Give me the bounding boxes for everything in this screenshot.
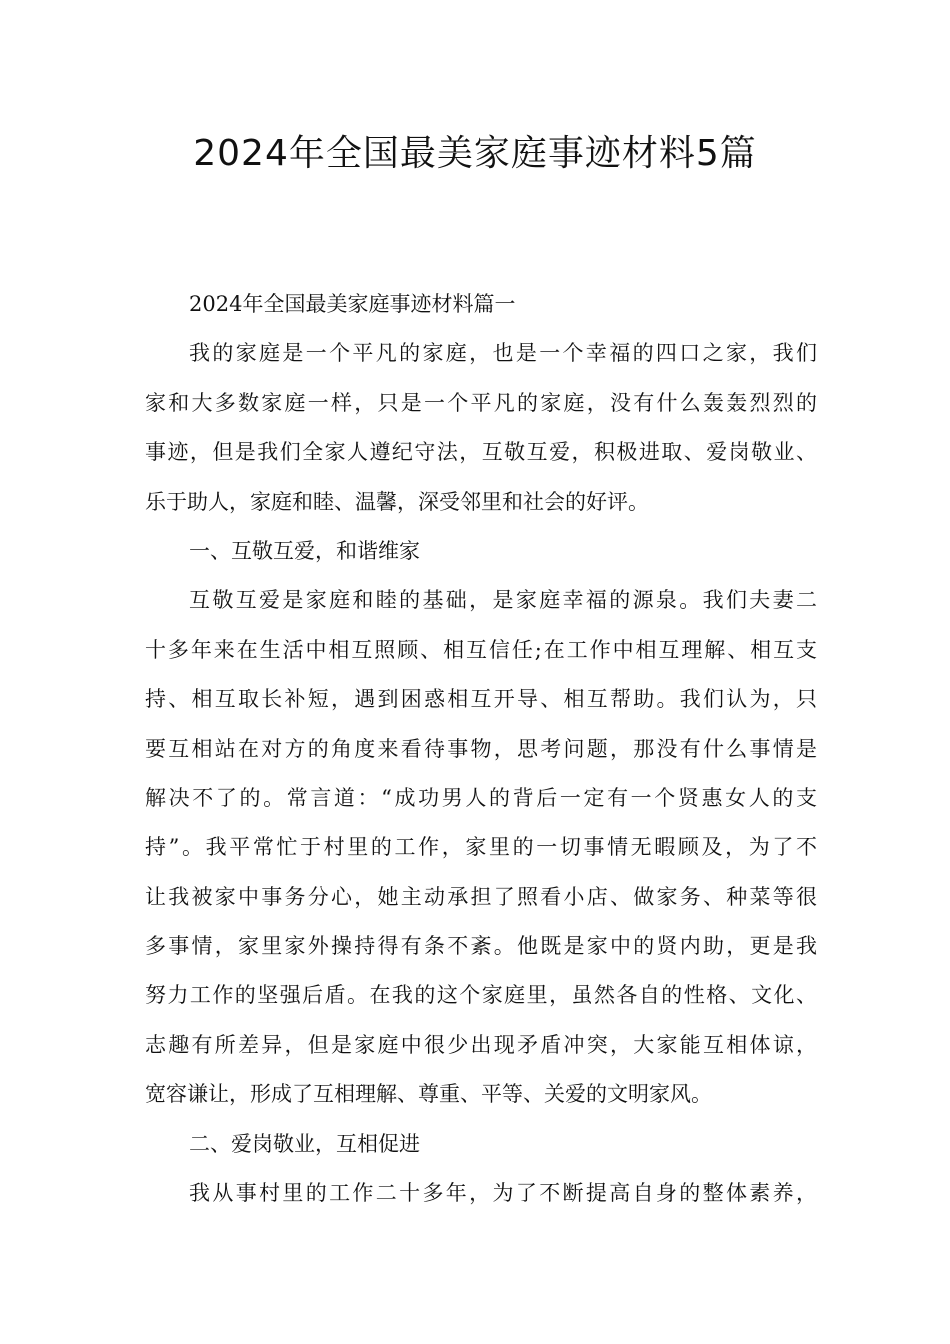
text-line: 解决不了的。常言道：“成功男人的背后一定有一个贤惠女人的支 [145, 785, 817, 810]
text-line: 互敬互爱是家庭和睦的基础，是家庭幸福的源泉。我们夫妻二 [189, 588, 817, 613]
text-line: 志趣有所差异，但是家庭中很少出现矛盾冲突，大家能互相体谅， [145, 1032, 817, 1057]
text-line: 事迹，但是我们全家人遵纪守法，互敬互爱，积极进取、爱岗敬业、 [145, 440, 817, 465]
text-line: 家和大多数家庭一样，只是一个平凡的家庭，没有什么轰轰烈烈的 [145, 390, 817, 415]
text-line: 2024年全国最美家庭事迹材料篇一 [189, 292, 516, 316]
text-line: 十多年来在生活中相互照顾、相互信任;在工作中相互理解、相互支 [145, 637, 817, 662]
text-line: 一、互敬互爱，和谐维家 [189, 538, 420, 563]
text-line: 要互相站在对方的角度来看待事物，思考问题，那没有什么事情是 [145, 736, 817, 761]
document-body [145, 280, 817, 1218]
text-line: 让我被家中事务分心，她主动承担了照看小店、做家务、种菜等很 [145, 884, 817, 909]
text-line: 我的家庭是一个平凡的家庭，也是一个幸福的四口之家，我们 [189, 341, 817, 366]
text-line: 持、相互取长补短，遇到困惑相互开导、相互帮助。我们认为，只 [145, 687, 817, 712]
text-line: 努力工作的坚强后盾。在我的这个家庭里，虽然各自的性格、文化、 [145, 983, 817, 1008]
text-line: 宽容谦让，形成了互相理解、尊重、平等、关爱的文明家风。 [145, 1082, 712, 1107]
text-line: 我从事村里的工作二十多年，为了不断提高自身的整体素养， [189, 1181, 817, 1206]
text-line: 二、爱岗敬业，互相促进 [189, 1131, 420, 1156]
text-line: 乐于助人，家庭和睦、温馨，深受邻里和社会的好评。 [145, 489, 649, 514]
text-line: 持”。我平常忙于村里的工作，家里的一切事情无暇顾及，为了不 [145, 835, 817, 860]
text-line: 多事情，家里家外操持得有条不紊。他既是家中的贤内助，更是我 [145, 934, 817, 959]
document-title: 2024年全国最美家庭事迹材料5篇 [193, 133, 757, 174]
